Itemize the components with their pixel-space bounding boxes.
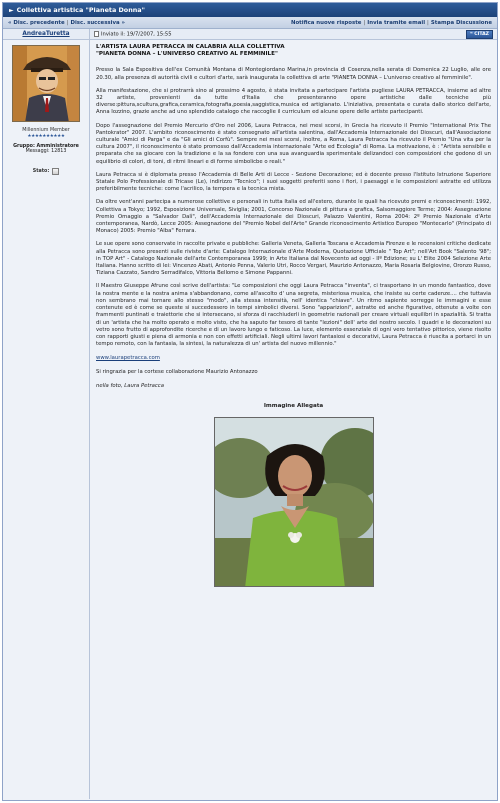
print-thread-link[interactable]: Stampa Discussione [430, 19, 492, 26]
next-thread-link[interactable]: Disc. successiva [70, 19, 120, 26]
chevron-right-icon: » [121, 19, 126, 26]
attached-photo[interactable] [214, 417, 374, 587]
post-heading-line-2: "PIANETA DONNA – L'UNIVERSO CREATIVO AL FEMMINILE" [96, 51, 278, 58]
post-paragraph: Alla manifestazione, che si protrarrà sino al prossimo 4 agosto, è stata invitata a partecipare l'artista pugliese LAURA PETRACCA, insieme ad altre 32 artiste, provenienti da tutte d'Italia che presenteranno opere artistiche dalle tecniche più diverse:pittura,scultura,grafica,ceramica,fotografia,poesia,saggistica,musica ed artigianato. L'iniziativa, presentata e curata dallo storico dell'arte, Anna Iozzino, grazie anche ad uno splendido catalogo che raccoglie il curriculum ed alcune opere delle artiste partecipanti. [96, 87, 491, 116]
post-paragraph: Il Maestro Giuseppe Afrune così scrive dell'artista: "Le composizioni che oggi Laura Petracca "inventa", ci trasportano in un mondo fantastico, dove la nostra mente e la nostra anima s'abbandonano, come all'ascolto d' una segreta, misteriosa musica, che insiste su certe cadenze.... che tuttavia non sembrano mai tornare allo stesso "modo", alla stessa intensità, nell' identica "chiave". Un ritmo sapiente sorregge le immagini e esse contenute ed è come se queste si succedessero in tempi simbolici diversi. Sono "apparizioni", astratte ed anche figurative, ottenute a volte con frammenti puntinati e traiettorie che si intersecano, si sforza di racchiuderli in geometrie razionali per creare virtuali equilibri in spazialità. Si tratta di un 'artista che ha molto operato e molto visto, che ha saputo far tesoro di tante "lezioni" dell' arte del nostro secolo. I quadri e le decorazioni su vetro sono frutto di approfondite ricerche e di un lavoro lungo e faticoso. La luce, elemento essenziale di ogni vero tentativo pittorico, viene risolto con rapporti giusti e piena di armonia e non con effetti artificiali. Negli ultimi lavori fantasiosi e decorativi, Laura Petracca è riuscita a portarci in un tempo remoto, con la fantasia, la sintesi, la naturalezza di un' artista del nuovo millennio." [96, 283, 491, 348]
post-heading [96, 44, 491, 58]
author-status [3, 168, 89, 175]
author-group: Gruppo: Amministratore [13, 144, 79, 149]
prev-thread-link[interactable]: Disc. precedente [13, 19, 65, 26]
post-paragraph: Le sue opere sono conservate in raccolte private e pubbliche: Galleria Veneta, Galleria Toscana e Accademia Firenze e le recensioni critiche dedicate alla Petracca sono presenti sulle riviste d'arte: Catalogo Internazionale d'Arte Moderna, Quotazione Ufficiale " Top Art"; nell'Art Book "Salento '98"; in TOP Art" - Catalogo Nazionale dell'arte Contemporanea 1999; in Arte Italiana dal Novecento ad oggi - IIº Edizione; su L' Elite 2004 Selezione Arte Italiana. Hanno scritto di lei: Vincenzo Abati, Antonio Penna, Valerio Utri, Rocco Vergari, Maurizio Antonazzo, Maria Rosaria Belgiovine, Oronzo Russo, Tiziana Cazzato, Sandro Serradifalco, Vittoria Bellomo e Simone Pappanni. [96, 241, 491, 277]
thread-navigation-bar [3, 17, 497, 29]
post-paragraph: Laura Petracca si è diplomata presso l'Accademia di Belle Arti di Lecce - Sezione Decorazione; ed è docente presso l'Istituto Istruzione Superiore Statale Polo Professionale di Tricase (Le), indirizzo "Tecnico"; i suoi soggetti preferiti sono i fiori, i paesaggi e le composizioni astratte ed utilizza preferibilmente tecniche: come l'acrilico, la tempera e la tecnica mista. [96, 171, 491, 193]
avatar-illustration [13, 46, 80, 122]
post-paragraph: Da oltre vent'anni partecipa a numerose collettive e personali in tutta Italia ed all'estero, durante le quali ha ricevuto premi e riconoscimenti: 1992, Collettiva a Tokyo; 1992, Esposizione Universale, Siviglia; 2001, Concorso Nazionale di pittura e grafica, Salsomaggiore Terme; 2004: Assegnazione Premio Omaggio a "Salvador Dalì", dell'Accademia Internazionale dei Dioscuri, Palazzo Valentini, Roma 2004: 2º Premio Nazionale d'Arte contemporanea, Nardò, Lecce 2005: Assegnazione del "Premio Nobel dell'Arte" Grande riconoscimento Artistico Europeo "Montecarlo" (Principato di Monaco) 2005: Premio "Alba" Ferrara. [96, 199, 491, 235]
post-header-row [3, 29, 497, 40]
attachment-label: Immagine Allegata [263, 403, 324, 410]
photo-caption: nella foto, Laura Petracca [96, 383, 164, 390]
website-link[interactable]: www.laurapetracca.com [96, 355, 160, 362]
status-label: Stato: [32, 169, 50, 174]
quote-icon: ❝ [469, 31, 475, 37]
post-sent-date: Inviato il: 19/7/2007, 15:55 [101, 31, 172, 38]
quote-button[interactable] [466, 30, 493, 39]
thread-nav-right [291, 20, 492, 26]
post-paragraph: Dopo l'assegnazione del Premio Mercurio d'Oro nel 2006, Laura Petracca, nei mesi scorsi, in Grecia ha ricevuto il Premio "International Prix The Pantokrator" 2007. L'ambito riconoscimento è stato consegnato all'artista salentina, dall'Accademia Internazionale dei Dioscuri, dall'Associazione culturale "Amici di Parga" e da "Gli amici di Corfù". Sempre nei mesi scorsi, inoltre, a Roma, Laura Petracca ha ricevuto il Premio "Una vita per la cultura 2007", il riconoscimento è stato promosso dall'Accademia internazionale "Arte ed Ecologia" di Roma. La motivazione, è : "Artista sensibile e preparata che sa giocare con la tradizione e la sa fondere con una sua avanguardia sperimentale delizandoci con composizioni che godono di un equilibrio di colori, di toni, di ritmi lineari e di forme simbolicbe o reali." [96, 122, 491, 165]
nav-separator: | [363, 19, 366, 26]
author-name-link[interactable]: AndreaTuretta [3, 29, 90, 39]
post-sent-info [94, 31, 172, 38]
nav-separator: | [66, 19, 69, 26]
post-icon [94, 31, 99, 37]
post-paragraph: Presso la Sala Espositiva dell'ex Comunità Montana di Montegiordano Marina,in provincia di Cosenza,nella serata di Domenica 22 Luglio, alle ore 20.30, alla presenza di autorità civili e cultori d'arte, sarà inaugurata la collettiva di arte "PIANETA DONNA – L'universo creativo al femminile". [96, 67, 491, 81]
thread-nav-left [8, 20, 125, 26]
author-avatar[interactable] [12, 45, 80, 122]
post-body-row [3, 40, 497, 799]
post-content [90, 40, 497, 799]
arrow-icon: ► [9, 7, 14, 14]
nav-separator: | [427, 19, 429, 26]
thread-title: Collettiva artistica "Pianeta Donna" [16, 6, 145, 14]
author-message-count: Messaggi: 12813 [25, 149, 67, 154]
send-email-link[interactable]: Invia tramite email [367, 19, 426, 26]
rank-stars: ★★★★★★★★★★ [27, 134, 65, 139]
post-heading-line-1: L'ARTISTA LAURA PETRACCA IN CALABRIA ALLA COLLETTIVA [96, 44, 285, 50]
photo-illustration [215, 418, 374, 587]
chevron-left-icon: « [8, 19, 12, 26]
thread-title-bar [3, 3, 497, 17]
forum-thread-window [2, 2, 498, 801]
offline-status-icon [52, 168, 59, 175]
post-header [90, 29, 497, 39]
thanks-note: Si ringrazia per la cortese collaborazione Maurizio Antonazzo [96, 369, 258, 376]
author-profile-panel [3, 40, 90, 799]
quote-button-label: CITAZ [474, 31, 489, 37]
author-rank: Millennium Member [22, 128, 70, 133]
notify-replies-link[interactable]: Notifica nuove risposte [290, 19, 362, 26]
